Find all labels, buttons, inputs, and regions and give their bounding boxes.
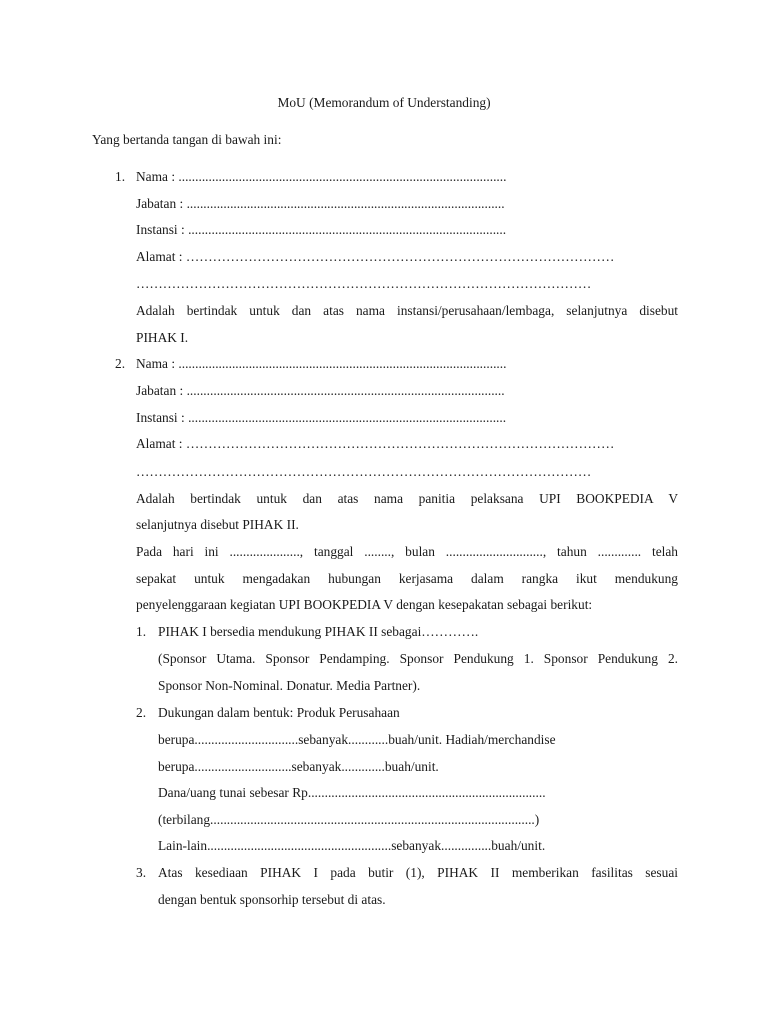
- term3-number: 3.: [136, 865, 147, 880]
- agreement-text-line2: sepakat untuk mengadakan hubungan kerjasama dalam rangka ikut mendukung: [136, 571, 678, 586]
- term2-cash-line: Dana/uang tunai sebesar Rp.......................................................................: [158, 785, 546, 800]
- term3-text: Atas kesediaan PIHAK I pada butir (1), PIHAK II memberikan fasilitas sesuai: [158, 865, 678, 880]
- party1-description: Adalah bertindak untuk dan atas nama instansi/perusahaan/lembaga, selanjutnya disebut: [136, 303, 678, 318]
- term2-number: 2.: [136, 705, 147, 720]
- term1-text: PIHAK I bersedia mendukung PIHAK II sebagai………….: [158, 624, 479, 639]
- term2-product-line: berupa...............................sebanyak............buah/unit. Hadiah/merchandise: [158, 732, 556, 747]
- party1-alamat-continuation: …………………………………………………………………………………………: [136, 276, 592, 291]
- party1-instansi-field: Instansi : ...............................................................................................: [136, 222, 507, 237]
- intro-text: Yang bertanda tangan di bawah ini:: [92, 132, 282, 147]
- agreement-text-line3: penyelenggaraan kegiatan UPI BOOKPEDIA V dengan kesepakatan sebagai berikut:: [136, 597, 593, 612]
- term2-text: Dukungan dalam bentuk: Produk Perusahaan: [158, 705, 400, 720]
- party2-description-end: selanjutnya disebut PIHAK II.: [136, 517, 299, 532]
- party1-number: 1.: [115, 169, 126, 184]
- document-title: MoU (Memorandum of Understanding): [277, 95, 491, 110]
- term2-other-line: Lain-lain.......................................................sebanyak...............buah/unit.: [158, 838, 546, 853]
- party2-description: Adalah bertindak untuk dan atas nama panitia pelaksana UPI BOOKPEDIA V: [136, 491, 678, 506]
- party1-jabatan-field: Jabatan : ...............................................................................................: [136, 196, 505, 211]
- party2-alamat-field: Alamat : ……………………………………………………………………………………: [136, 436, 615, 451]
- party2-instansi-field: Instansi : ...............................................................................................: [136, 410, 507, 425]
- party1-description-end: PIHAK I.: [136, 330, 189, 345]
- term3-text-end: dengan bentuk sponsorhip tersebut di atas.: [158, 892, 386, 907]
- party2-alamat-continuation: …………………………………………………………………………………………: [136, 464, 592, 479]
- term2-terbilang-line: (terbilang.................................................................................................): [158, 812, 540, 827]
- term1-sponsor-options: (Sponsor Utama. Sponsor Pendamping. Sponsor Pendukung 1. Sponsor Pendukung 2.: [158, 651, 678, 666]
- agreement-date-line: Pada hari ini ....................., tanggal ........, bulan ............................., tahun ............. telah: [136, 544, 678, 559]
- party2-nama-field: Nama : ..................................................................................................: [136, 356, 507, 371]
- party2-jabatan-field: Jabatan : ...............................................................................................: [136, 383, 505, 398]
- party2-number: 2.: [115, 356, 126, 371]
- party1-alamat-field: Alamat : ……………………………………………………………………………………: [136, 249, 615, 264]
- term1-sponsor-options-end: Sponsor Non-Nominal. Donatur. Media Partner).: [158, 678, 421, 693]
- party1-nama-field: Nama : ..................................................................................................: [136, 169, 507, 184]
- term1-number: 1.: [136, 624, 147, 639]
- term2-merchandise-line: berupa.............................sebanyak.............buah/unit.: [158, 759, 439, 774]
